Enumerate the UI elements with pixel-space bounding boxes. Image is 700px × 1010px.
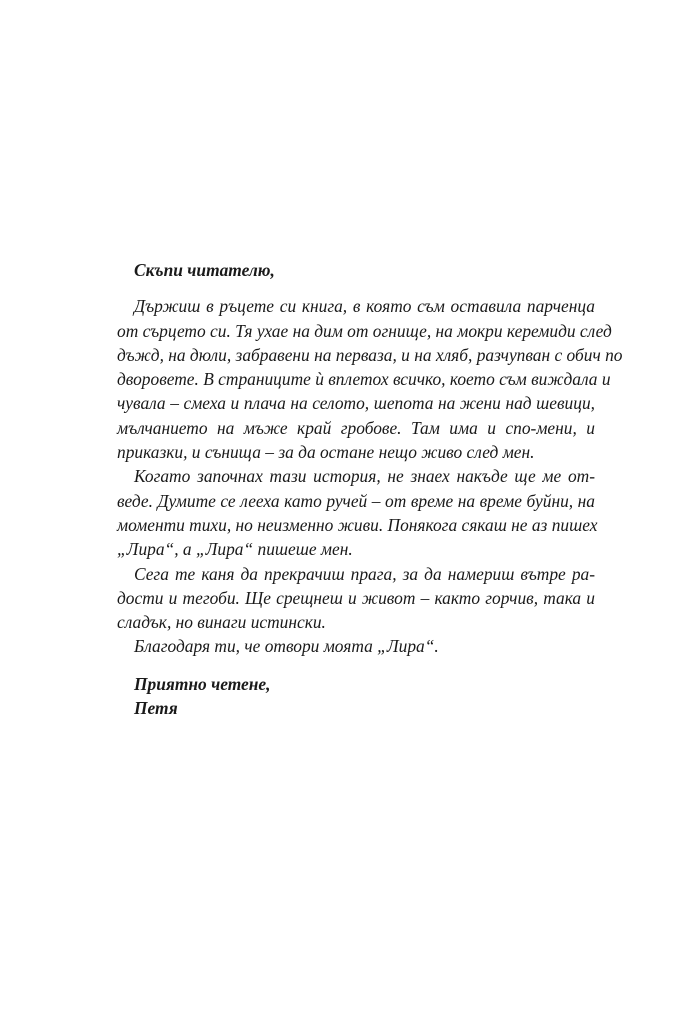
text-line: мълчанието на мъже край гробове. Там има и спо-мени, и <box>117 417 595 438</box>
text-line: дости и тегоби. Ще срещнеш и живот – както горчив, така и <box>117 587 595 608</box>
text-line: Когато започнах тази история, не знаех накъде ще ме от- <box>134 466 595 487</box>
paragraph-4 <box>117 634 595 658</box>
text-line: моменти тихи, но неизменно живи. Понякога сякаш не аз пишех <box>117 514 598 535</box>
text-line: дъжд, на дюли, забравени на перваза, и на хляб, разчупван с обич по <box>117 344 623 365</box>
text-line: от сърцето си. Тя ухае на дим от огнище, на мокри керемиди след <box>117 320 612 341</box>
text-line: Сега те каня да прекрачиш прага, за да намериш вътре ра- <box>134 563 595 584</box>
text-line: приказки, и сънища – за да остане нещо живо след мен. <box>117 442 535 463</box>
closing <box>117 672 595 721</box>
salutation: Скъпи читателю, <box>134 260 275 280</box>
text-line: „Лира“, а „Лира“ пишеше мен. <box>117 539 353 560</box>
text-line: дворовете. В страниците ѝ вплетох всичко, което съм виждала и <box>117 369 611 390</box>
text-line: сладък, но винаги истински. <box>117 612 326 633</box>
text-line: чувала – смеха и плача на селото, шепота на жени над шевици, <box>117 393 595 414</box>
paragraph-3 <box>117 562 595 635</box>
reader-letter <box>117 258 623 720</box>
closing-line: Приятно четене, <box>134 673 271 694</box>
text-line: веде. Думите се лееха като ручей – от време на време буйни, на <box>117 490 595 511</box>
text-line: Държиш в ръцете си книга, в която съм оставила парченца <box>134 296 595 317</box>
paragraph-1 <box>117 294 623 464</box>
signature: Петя <box>134 698 178 719</box>
paragraph-2 <box>117 464 598 561</box>
text-line: Благодаря ти, че отвори моята „Лира“. <box>134 636 439 657</box>
